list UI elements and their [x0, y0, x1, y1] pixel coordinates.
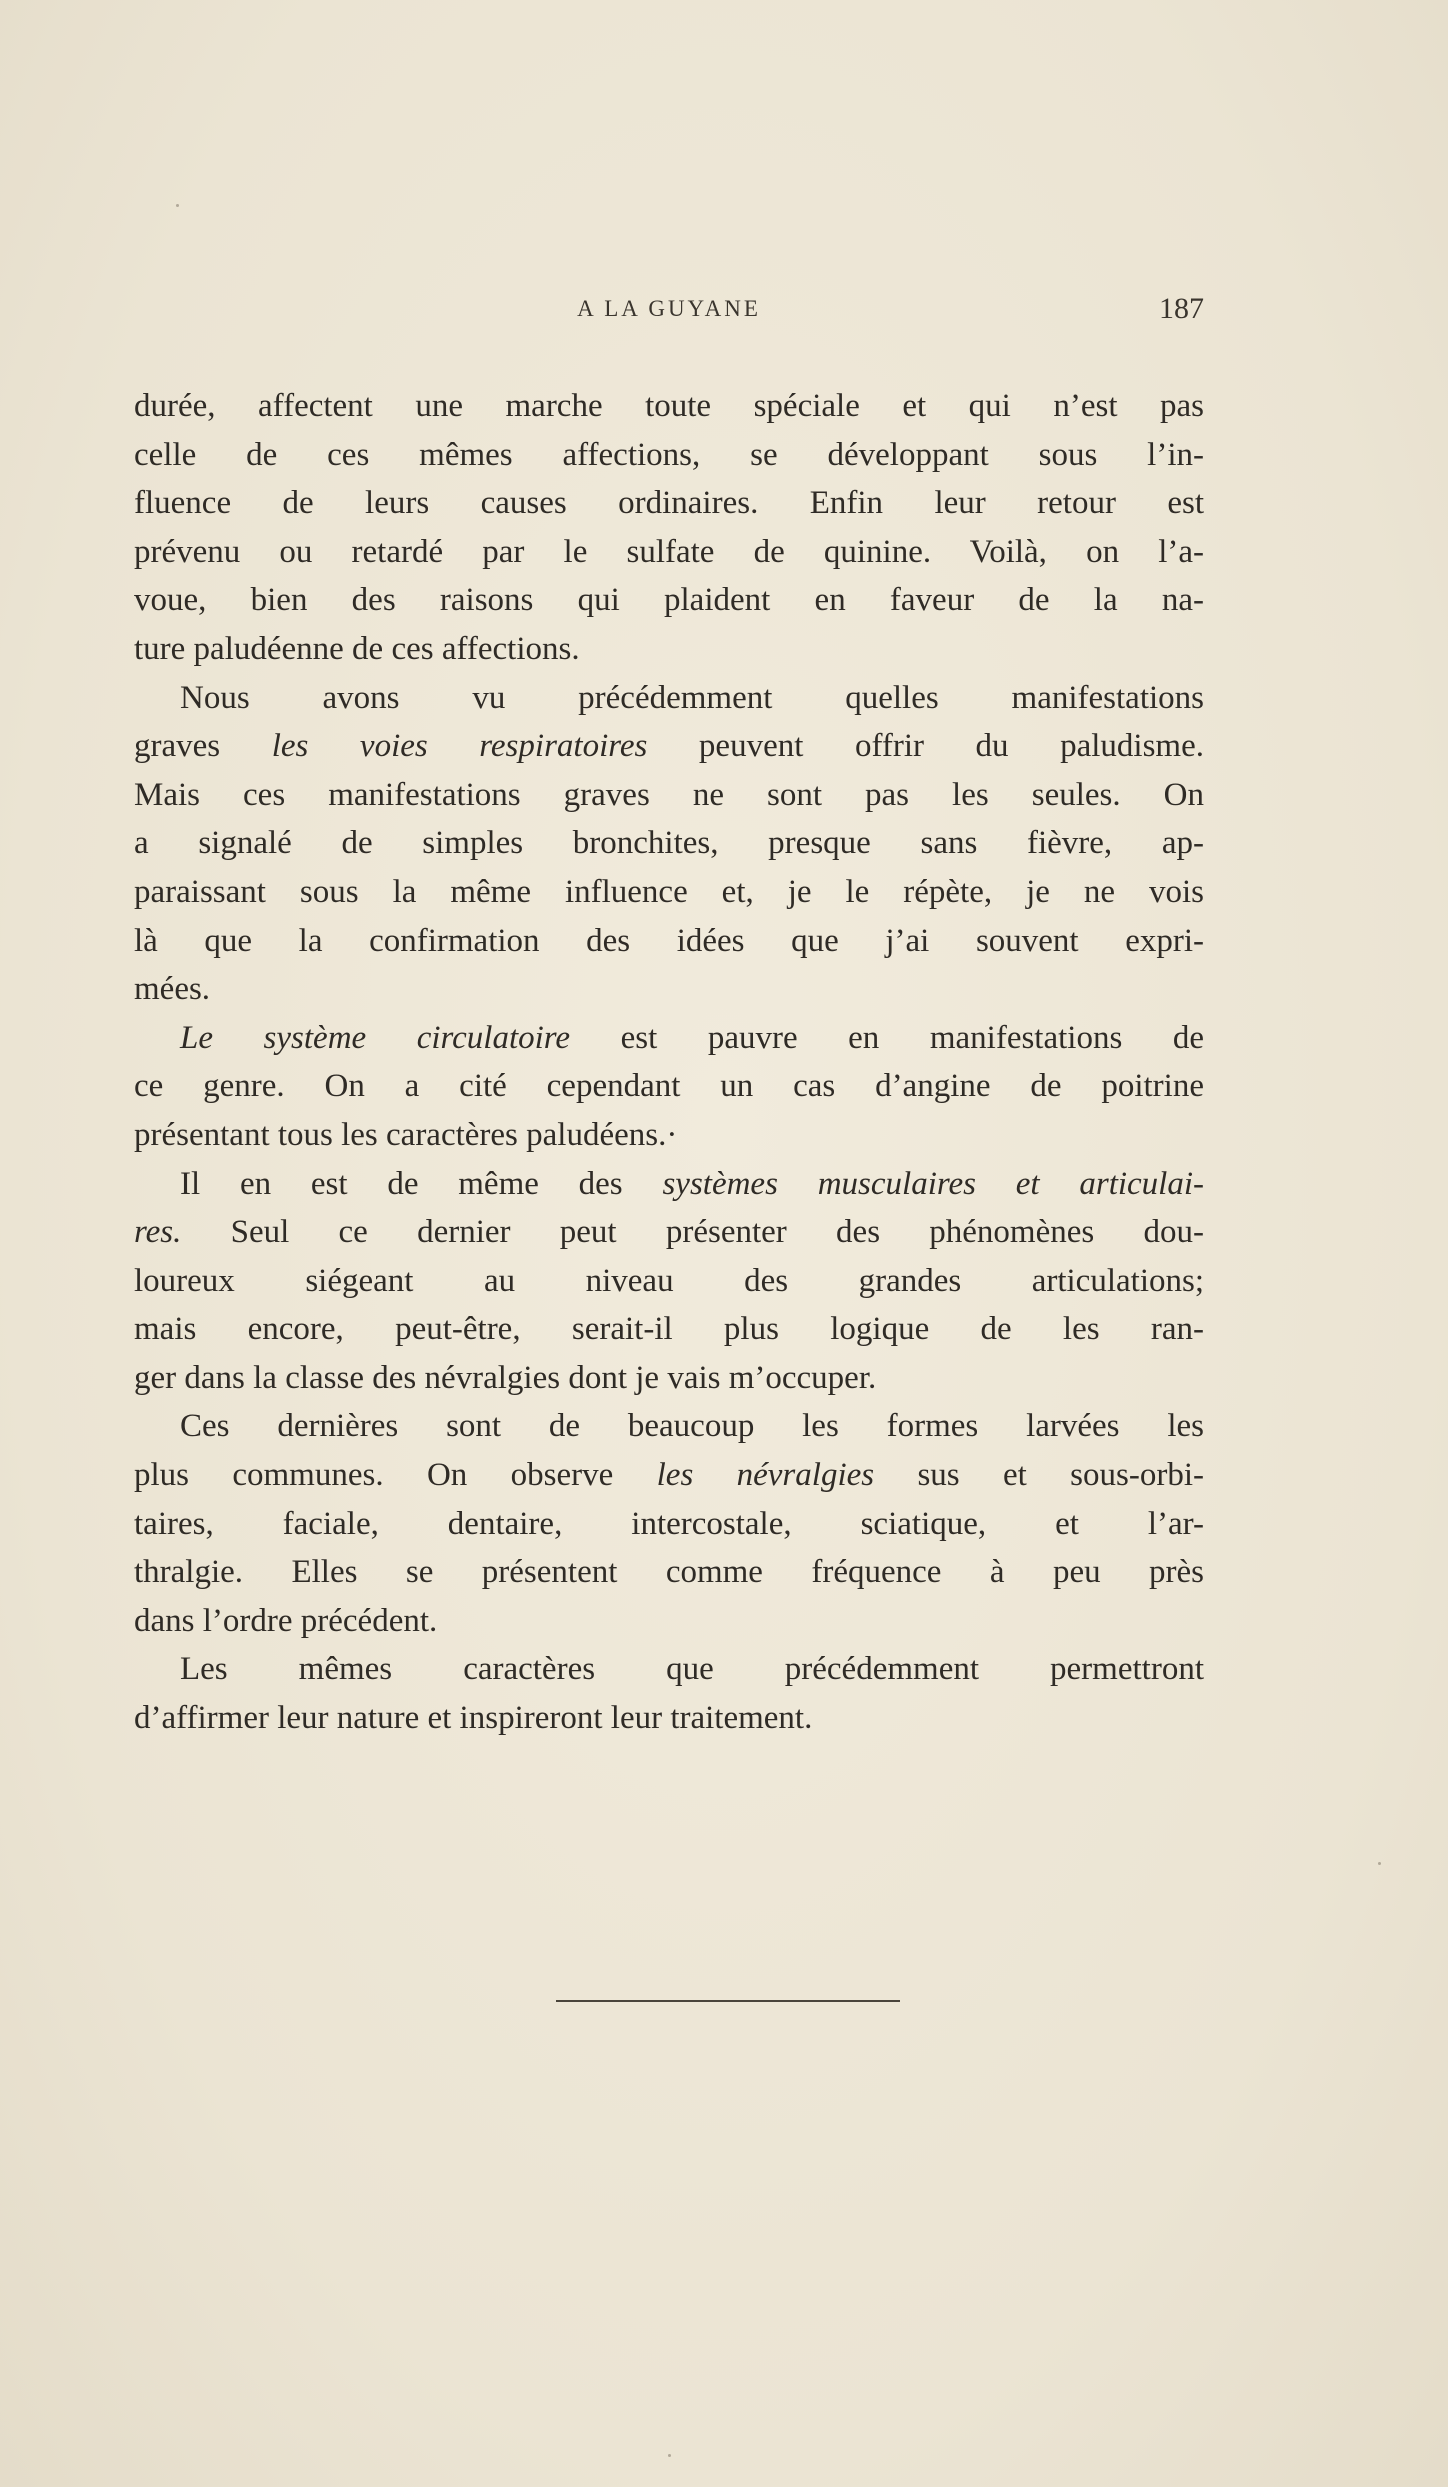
page-number: 187 — [1159, 292, 1204, 325]
text-segment: Il en est de même des — [180, 1165, 663, 1202]
text-segment: ce genre. On a cité cependant un cas d’angine de poitrine — [134, 1068, 1204, 1105]
section-end-rule — [556, 2000, 900, 2002]
text-line — [134, 1354, 1204, 1403]
text-segment: ger dans la classe des névralgies dont je vais m’occuper. — [134, 1359, 877, 1396]
text-segment: celle de ces mêmes affections, se développant sous l’in- — [134, 436, 1204, 473]
body-text — [134, 382, 1204, 1743]
text-line — [134, 1451, 1204, 1500]
text-line — [134, 1402, 1204, 1451]
text-segment: là que la confirmation des idées que j’ai souvent expri- — [134, 922, 1204, 959]
text-segment: Ces dernières sont de beaucoup les formes larvées les — [180, 1408, 1204, 1445]
text-line — [134, 965, 1204, 1014]
text-segment: est pauvre en manifestations de — [570, 1019, 1204, 1056]
text-segment: Les mêmes caractères que précédemment permettront — [180, 1651, 1204, 1688]
text-line — [134, 576, 1204, 625]
italic-phrase: les voies respiratoires — [271, 728, 648, 765]
text-line — [134, 674, 1204, 723]
text-line — [134, 382, 1204, 431]
page-header — [134, 292, 1204, 336]
text-segment: thralgie. Elles se présentent comme fréquence à peu près — [134, 1554, 1204, 1591]
text-line — [134, 431, 1204, 480]
text-line — [134, 1645, 1204, 1694]
text-segment: voue, bien des raisons qui plaident en faveur de la na- — [134, 582, 1204, 619]
text-segment: mées. — [134, 971, 211, 1008]
text-segment: d’affirmer leur nature et inspireront leur traitement. — [134, 1700, 813, 1737]
italic-phrase: Le système circulatoire — [180, 1019, 571, 1056]
italic-phrase: systèmes musculaires et articulai- — [662, 1165, 1205, 1202]
text-line — [134, 1062, 1204, 1111]
text-line — [134, 1160, 1204, 1209]
running-title: A LA GUYANE — [577, 296, 761, 321]
text-line — [134, 771, 1204, 820]
paper-speck — [1378, 1862, 1381, 1865]
text-line — [134, 1548, 1204, 1597]
text-line — [134, 1208, 1204, 1257]
text-line — [134, 1257, 1204, 1306]
text-segment: prévenu ou retardé par le sulfate de quinine. Voilà, on l’a- — [134, 533, 1204, 570]
text-segment: taires, faciale, dentaire, intercostale, sciatique, et l’ar- — [134, 1505, 1204, 1542]
paper-speck — [176, 204, 179, 207]
text-line — [134, 479, 1204, 528]
text-segment: ture paludéenne de ces affections. — [134, 630, 580, 667]
text-segment: Nous avons vu précédemment quelles manifestations — [180, 679, 1204, 716]
text-segment: graves — [134, 728, 272, 765]
text-segment: sus et sous-orbi- — [874, 1457, 1204, 1494]
text-segment: fluence de leurs causes ordinaires. Enfin leur retour est — [134, 485, 1204, 522]
text-line — [134, 1694, 1204, 1743]
text-segment: plus communes. On observe — [134, 1457, 657, 1494]
text-line — [134, 1014, 1204, 1063]
text-segment: peuvent offrir du paludisme. — [647, 728, 1204, 765]
text-segment: loureux siégeant au niveau des grandes articulations; — [134, 1262, 1204, 1299]
text-line — [134, 868, 1204, 917]
text-segment: a signalé de simples bronchites, presque sans fièvre, ap- — [134, 825, 1204, 862]
text-segment: mais encore, peut-être, serait-il plus logique de les ran- — [134, 1311, 1204, 1348]
text-line — [134, 1305, 1204, 1354]
italic-phrase: les névralgies — [656, 1457, 875, 1494]
text-segment: dans l’ordre précédent. — [134, 1602, 438, 1639]
text-line — [134, 625, 1204, 674]
text-line — [134, 722, 1204, 771]
text-line — [134, 1111, 1204, 1160]
text-segment: paraissant sous la même influence et, je le répète, je ne vois — [134, 873, 1204, 910]
text-line — [134, 528, 1204, 577]
paper-speck — [668, 2454, 671, 2457]
text-line — [134, 1597, 1204, 1646]
text-segment: présentant tous les caractères paludéens.· — [134, 1116, 678, 1153]
text-line — [134, 1500, 1204, 1549]
text-segment: Mais ces manifestations graves ne sont pas les seules. On — [134, 776, 1204, 813]
italic-phrase: res. — [134, 1214, 182, 1251]
text-segment: durée, affectent une marche toute spéciale et qui n’est pas — [134, 388, 1204, 424]
text-segment: Seul ce dernier peut présenter des phénomènes dou- — [181, 1214, 1204, 1251]
text-line — [134, 819, 1204, 868]
text-line — [134, 917, 1204, 966]
